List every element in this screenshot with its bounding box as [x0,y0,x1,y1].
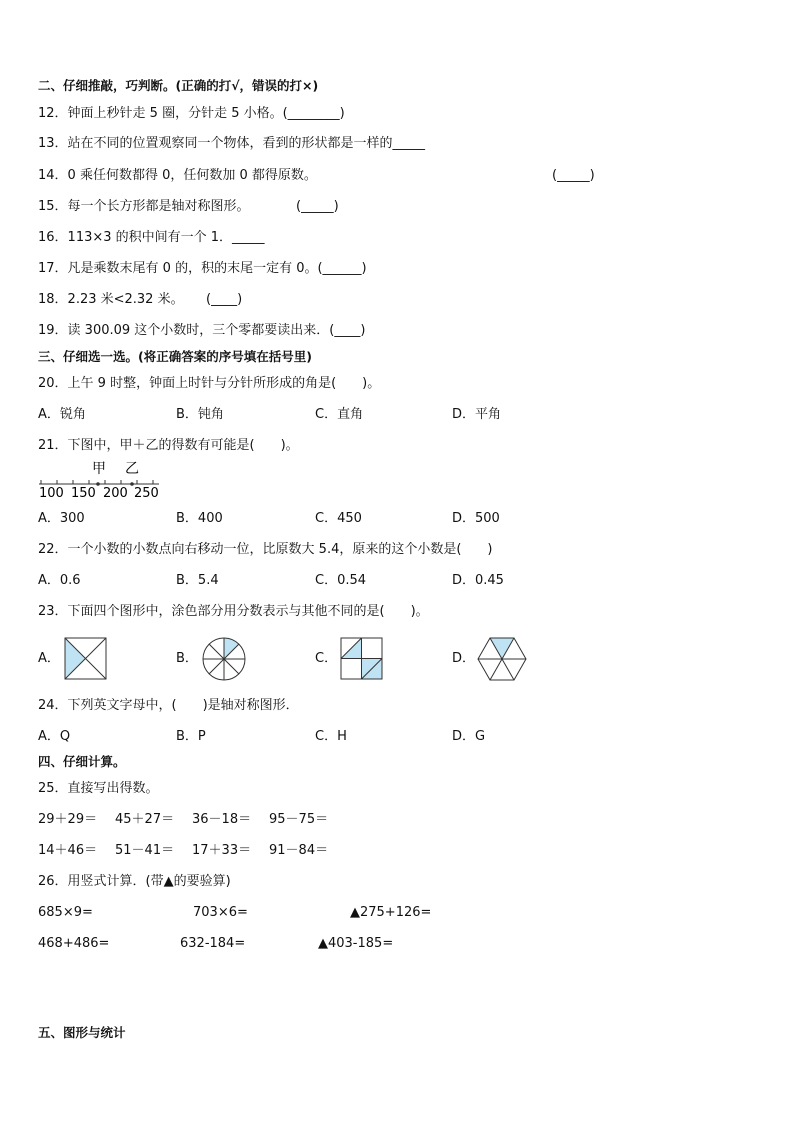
question-18-answer-blank[interactable]: (____) [206,292,243,307]
question-15-answer-blank[interactable]: (_____) [296,199,339,214]
q22-option-a[interactable]: A．0.6 [38,573,81,588]
q26-item: ▲403-185= [318,936,394,951]
q25-item: 95－75＝ [269,812,329,827]
q24-option-a[interactable]: A．Q [38,729,71,744]
q26-item: 703×6= [193,905,248,920]
q24-option-b[interactable]: B．P [176,729,206,744]
point-jia [96,482,100,486]
figure-a-shaded-triangle [65,638,86,679]
q26-item: 632-184= [180,936,246,951]
q23-option-b[interactable]: B． [176,651,198,666]
tick-label-100: 100 [39,486,64,500]
q25-item: 36－18＝ [192,812,252,827]
figure-b-circle-eighths [201,636,247,682]
q21-option-a[interactable]: A．300 [38,511,85,526]
q22-option-b[interactable]: B．5.4 [176,573,219,588]
tick-label-200: 200 [103,486,128,500]
section4-heading: 四、仔细计算。 [38,754,126,769]
q21-option-b[interactable]: B．400 [176,511,223,526]
question-22: 22．一个小数的小数点向右移动一位，比原数大 5.4，原来的这个小数是( ) [38,542,493,557]
question-14: 14．0 乘任何数都得 0，任何数加 0 都得原数。 [38,168,317,183]
figure-d-hexagon [476,636,528,682]
q25-item: 14＋46＝ [38,843,98,858]
q23-option-d[interactable]: D． [452,651,476,666]
q25-item: 29＋29＝ [38,812,98,827]
section2-heading: 二、仔细推敲，巧判断。(正确的打√，错误的打×) [38,78,319,93]
q25-item: 51－41＝ [115,843,175,858]
q20-option-c[interactable]: C．直角 [315,407,364,422]
question-19: 19．读 300.09 这个小数时，三个零都要读出来．(____) [38,323,366,338]
question-20: 20．上午 9 时整，钟面上时针与分针所形成的角是( )。 [38,376,381,391]
tick-label-150: 150 [71,486,96,500]
q23-option-c[interactable]: C． [315,651,338,666]
question-17: 17．凡是乘数末尾有 0 的，积的末尾一定有 0。(______) [38,261,367,276]
question-25: 25．直接写出得数。 [38,781,159,796]
question-12: 12．钟面上秒针走 5 圈，分针走 5 小格。(________) [38,106,345,121]
q21-option-c[interactable]: C．450 [315,511,362,526]
q25-item: 17＋33＝ [192,843,252,858]
q23-option-a[interactable]: A． [38,651,60,666]
q25-item: 45＋27＝ [115,812,175,827]
q25-item: 91－84＝ [269,843,329,858]
figure-a-square-diagonals [64,637,108,681]
section3-heading: 三、仔细选一选。(将正确答案的序号填在括号里) [38,349,312,364]
question-23: 23．下面四个图形中，涂色部分用分数表示与其他不同的是( )。 [38,604,429,619]
q24-option-c[interactable]: C．H [315,729,347,744]
label-yi: 乙 [125,461,139,477]
figure-d-shaded-triangle [490,638,514,659]
question-26: 26．用竖式计算．(带▲的要验算) [38,874,231,889]
q20-option-d[interactable]: D．平角 [452,407,502,422]
question-14-answer-blank[interactable]: (_____) [552,168,595,183]
q26-item: 468+486= [38,936,110,951]
q20-option-b[interactable]: B．钝角 [176,407,224,422]
question-21: 21．下图中，甲＋乙的得数有可能是( )。 [38,438,299,453]
question-18: 18．2.23 米<2.32 米。 [38,292,184,307]
question-13: 13．站在不同的位置观察同一个物体，看到的形状都是一样的_____ [38,136,426,151]
q20-option-a[interactable]: A．锐角 [38,407,86,422]
section5-heading: 五、图形与统计 [38,1025,126,1040]
question-24: 24．下列英文字母中，( )是轴对称图形． [38,698,299,713]
figure-c-grid-square [340,637,384,681]
q21-option-d[interactable]: D．500 [452,511,500,526]
question-15: 15．每一个长方形都是轴对称图形。 [38,199,250,214]
q26-item: 685×9= [38,905,93,920]
number-line-figure [36,458,166,500]
figure-b-shaded-sector [224,638,239,659]
label-jia: 甲 [92,461,106,477]
q26-item: ▲275+126= [350,905,432,920]
q22-option-c[interactable]: C．0.54 [315,573,367,588]
tick-label-250: 250 [134,486,159,500]
q24-option-d[interactable]: D．G [452,729,486,744]
q22-option-d[interactable]: D．0.45 [452,573,504,588]
question-16: 16．113×3 的积中间有一个 1．_____ [38,230,265,245]
